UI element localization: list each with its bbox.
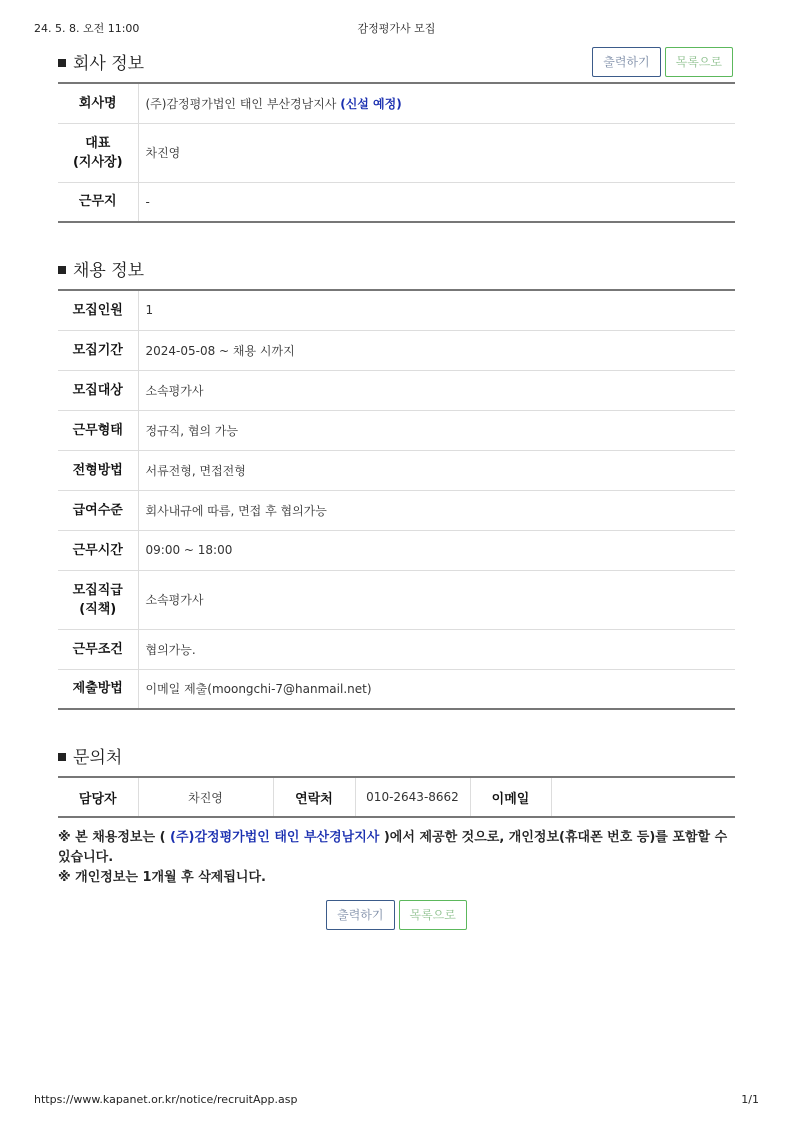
row-value: - <box>145 194 150 209</box>
recruit-section-title: 채용 정보 <box>58 256 144 281</box>
row-label: 근무시간 <box>58 530 138 570</box>
notice-company: (주)감정평가법인 태인 부산경남지사 <box>170 830 380 845</box>
row-label: 급여수준 <box>58 490 138 530</box>
company-info-table <box>58 82 735 223</box>
notice-line-1: ※ 본 채용정보는 ( (주)감정평가법인 태인 부산경남지사 )에서 제공한 것으로, 개인정보(휴대폰 번호 등)를 포함할 수 있습니다. <box>58 830 728 865</box>
manager-value: 차진영 <box>138 777 273 817</box>
recruit-detail <box>58 46 735 930</box>
row-value: 09:00 ~ 18:00 <box>138 530 735 570</box>
square-bullet-icon <box>58 753 66 761</box>
table-row <box>58 330 735 370</box>
email-label: 이메일 <box>470 777 551 817</box>
page-url: https://www.kapanet.or.kr/notice/recruitApp.asp <box>34 1093 298 1106</box>
row-label: 모집대상 <box>58 370 138 410</box>
row-label: 근무조건 <box>58 629 138 669</box>
table-row <box>58 669 735 709</box>
print-page-title: 감정평가사 모집 <box>357 22 436 35</box>
company-section-title: 회사 정보 <box>58 49 144 74</box>
row-label: 근무지 <box>58 182 138 222</box>
contact-section-title: 문의처 <box>58 743 122 768</box>
row-value: 차진영 <box>138 123 735 182</box>
recruit-info-table <box>58 289 735 710</box>
row-value: 회사내규에 따름, 면접 후 협의가능 <box>138 490 735 530</box>
row-label: 모집직급 (직책) <box>58 570 138 629</box>
table-row <box>58 182 735 222</box>
table-row <box>58 450 735 490</box>
status-badge: (신설 예정) <box>340 96 402 111</box>
row-value: 정규직, 협의 가능 <box>138 410 735 450</box>
table-row <box>58 777 735 817</box>
table-row <box>58 490 735 530</box>
print-button-bottom[interactable]: 출력하기 <box>326 900 394 930</box>
table-row <box>58 290 735 330</box>
row-label: 회사명 <box>58 83 138 123</box>
table-row <box>58 410 735 450</box>
print-button[interactable]: 출력하기 <box>592 47 660 77</box>
phone-value: 010-2643-8662 <box>355 777 470 817</box>
top-button-group <box>592 47 733 77</box>
row-label: 모집기간 <box>58 330 138 370</box>
manager-label: 담당자 <box>58 777 138 817</box>
row-value: 이메일 제출(moongchi-7@hanmail.net) <box>145 682 372 697</box>
table-row <box>58 370 735 410</box>
row-label: 모집인원 <box>58 290 138 330</box>
contact-table <box>58 776 735 818</box>
row-label: 대표 (지사장) <box>58 123 138 182</box>
row-value: 소속평가사 <box>138 370 735 410</box>
recruit-section-header <box>58 253 735 289</box>
square-bullet-icon <box>58 59 66 67</box>
privacy-notice <box>58 828 735 888</box>
back-to-list-button[interactable]: 목록으로 <box>665 47 733 77</box>
email-value <box>551 777 735 817</box>
row-value: (주)감정평가법인 태인 부산경남지사 (신설 예정) <box>138 83 735 123</box>
contact-section-header <box>58 740 735 776</box>
table-row <box>58 123 735 182</box>
print-header <box>34 20 759 34</box>
row-label: 전형방법 <box>58 450 138 490</box>
row-value: 협의가능. <box>138 629 735 669</box>
row-label: 근무형태 <box>58 410 138 450</box>
row-value: 1 <box>138 290 735 330</box>
row-value: 서류전형, 면접전형 <box>138 450 735 490</box>
row-value: 소속평가사 <box>138 570 735 629</box>
print-date: 24. 5. 8. 오전 11:00 <box>34 22 140 35</box>
square-bullet-icon <box>58 266 66 274</box>
notice-line-2: ※ 개인정보는 1개월 후 삭제됩니다. <box>58 870 266 885</box>
row-value: 2024-05-08 ~ 채용 시까지 <box>138 330 735 370</box>
page-number: 1/1 <box>741 1093 759 1106</box>
phone-label: 연락처 <box>273 777 355 817</box>
table-row <box>58 629 735 669</box>
table-row <box>58 530 735 570</box>
bottom-button-group <box>58 900 735 930</box>
back-to-list-button-bottom[interactable]: 목록으로 <box>399 900 467 930</box>
company-section-header <box>58 46 735 82</box>
table-row <box>58 83 735 123</box>
row-label: 제출방법 <box>58 669 138 709</box>
table-row <box>58 570 735 629</box>
